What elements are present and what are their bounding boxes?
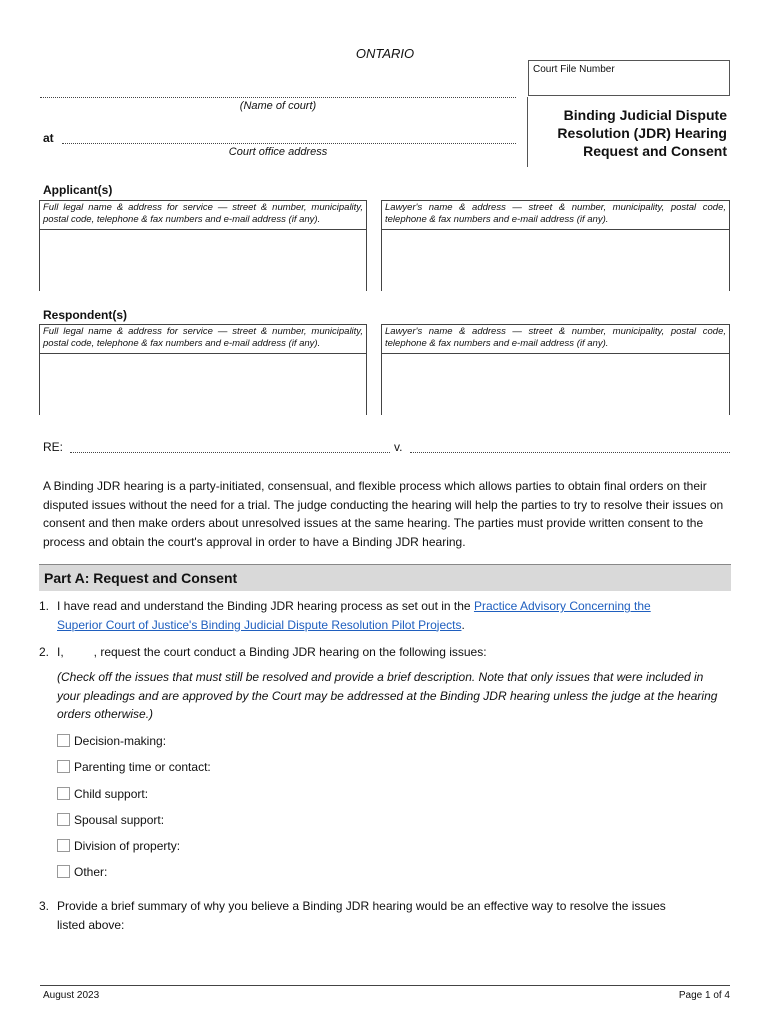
respondent-info-caption: Full legal name & address for service — street & number, municipality, postal code, telephone & fax numbers and e-mail address (if any). (40, 325, 366, 354)
applicant-info-caption: Full legal name & address for service — street & number, municipality, postal code, telephone & fax numbers and e-mail address (if any). (40, 201, 366, 230)
form-title-line: Binding Judicial Dispute (563, 107, 727, 123)
item-1-end: . (461, 617, 465, 632)
checkbox[interactable] (57, 839, 70, 852)
applicant-info-box[interactable] (39, 200, 367, 291)
item-3 (39, 897, 666, 934)
form-title-line: Resolution (JDR) Hearing (557, 125, 727, 141)
checkbox[interactable] (57, 760, 70, 773)
respondents-heading: Respondent(s) (43, 308, 127, 322)
item-2 (39, 643, 487, 662)
form-title (530, 106, 727, 160)
item-number: 1. (39, 599, 50, 613)
issue-child-support[interactable] (57, 786, 148, 802)
part-a-heading: Part A: Request and Consent (44, 570, 238, 586)
issue-spousal-support[interactable] (57, 812, 164, 828)
re-label: RE: (43, 440, 64, 454)
versus-label: v. (394, 440, 403, 454)
footer-date: August 2023 (43, 990, 100, 1001)
court-address-field[interactable] (62, 143, 516, 144)
applicant-lawyer-box[interactable] (381, 200, 730, 291)
intro-paragraph: A Binding JDR hearing is a party-initiated, consensual, and flexible process which allows parties to obtain final orders on their disputed issues without the need for a trial. The judge conducting the hearing will help the parties to try to resolve their issues on consent and then make orders about unresolved issues at the same hearing. The parties must provide written consent to the process and obtain the court's approval in order to have a Binding JDR hearing. (43, 479, 724, 549)
issue-other[interactable] (57, 864, 107, 880)
form-title-line: Request and Consent (583, 143, 727, 159)
item-1 (39, 597, 651, 634)
court-address-caption: Court office address (228, 146, 328, 158)
respondent-lawyer-box[interactable] (381, 324, 730, 415)
court-name-caption: (Name of court) (239, 100, 317, 112)
issue-parenting-time[interactable] (57, 759, 211, 775)
issue-label: Child support: (74, 786, 149, 801)
issue-label: Division of property: (74, 838, 181, 853)
applicant-lawyer-caption: Lawyer's name & address — street & number, municipality, postal code, telephone & fax numbers and e-mail address (if any). (382, 201, 729, 230)
court-file-number-label: Court File Number (533, 64, 615, 75)
court-file-number-field[interactable] (528, 60, 730, 96)
respondent-info-box[interactable] (39, 324, 367, 415)
item-3-text-continued: listed above: (57, 917, 125, 932)
issue-label: Spousal support: (74, 812, 165, 827)
jurisdiction-heading: ONTARIO (355, 46, 415, 61)
item-1-text: I have read and understand the Binding JDR hearing process as set out in the (57, 599, 471, 613)
item-number: 2. (39, 645, 50, 659)
checkbox[interactable] (57, 734, 70, 747)
applicants-heading: Applicant(s) (43, 183, 113, 197)
footer-page-number: Page 1 of 4 (678, 990, 730, 1001)
item-3-text: Provide a brief summary of why you believe a Binding JDR hearing would be an effective way to resolve the issues (57, 899, 666, 913)
item-number: 3. (39, 899, 50, 913)
versus-party-field[interactable] (410, 452, 730, 453)
issue-label: Parenting time or contact: (74, 759, 211, 774)
item-2-prefix: I, (57, 645, 64, 659)
practice-advisory-link-continued[interactable]: Superior Court of Justice's Binding Judicial Dispute Resolution Pilot Projects (57, 617, 462, 632)
part-a-heading-bar (39, 564, 731, 591)
footer-rule (40, 985, 730, 986)
checkbox[interactable] (57, 787, 70, 800)
issue-label: Other: (74, 864, 108, 879)
issue-decision-making[interactable] (57, 733, 166, 749)
at-label: at (43, 131, 54, 145)
header-divider (527, 97, 528, 167)
court-name-field[interactable] (40, 97, 516, 98)
item-2-text: , request the court conduct a Binding JDR hearing on the following issues: (93, 645, 487, 659)
issue-division-of-property[interactable] (57, 838, 180, 854)
item-2-instruction: (Check off the issues that must still be resolved and provide a brief description. Note that only issues that were included in your pleadings and are approved by the Court may be addressed at the Binding JDR hearing unless the judge at the hearing orders otherwise.) (57, 670, 718, 721)
checkbox[interactable] (57, 813, 70, 826)
issue-label: Decision-making: (74, 733, 167, 748)
re-party-field[interactable] (70, 452, 390, 453)
practice-advisory-link[interactable]: Practice Advisory Concerning the (473, 599, 651, 613)
checkbox[interactable] (57, 865, 70, 878)
respondent-lawyer-caption: Lawyer's name & address — street & number, municipality, postal code, telephone & fax numbers and e-mail address (if any). (382, 325, 729, 354)
